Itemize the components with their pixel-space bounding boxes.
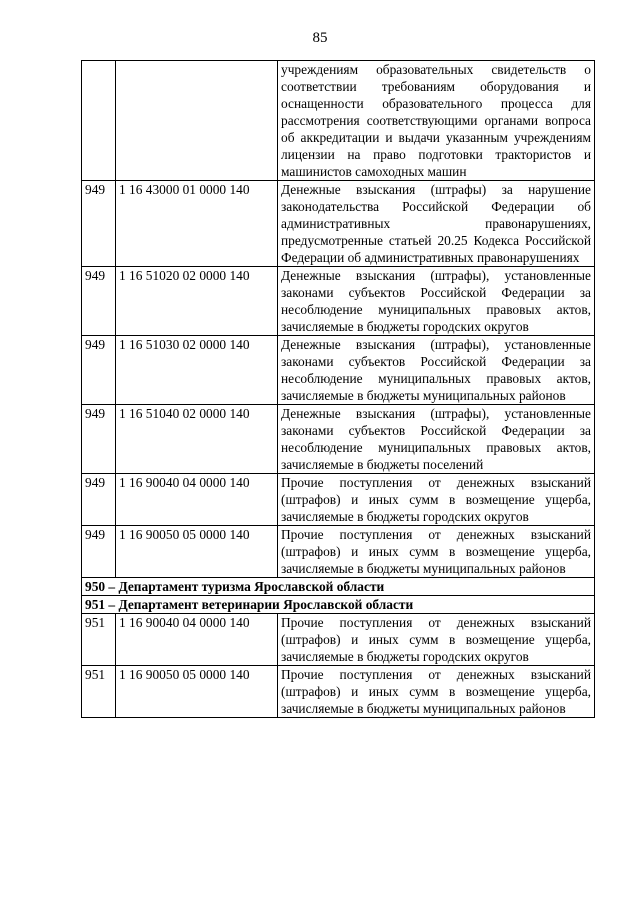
revenue-code-cell: 1 16 43000 01 0000 140 xyxy=(116,181,278,267)
revenue-code-cell: 1 16 90050 05 0000 140 xyxy=(116,526,278,578)
revenue-code-cell: 1 16 51040 02 0000 140 xyxy=(116,405,278,474)
revenue-codes-table xyxy=(81,60,595,718)
revenue-description-cell: Прочие поступления от денежных взысканий (штрафов) и иных сумм в возмещение ущерба, зачисляемые в бюджеты муниципальных районов xyxy=(278,526,595,578)
table-row xyxy=(82,526,595,578)
revenue-description-cell: Денежные взыскания (штрафы) за нарушение законодательства Российской Федерации об административных правонарушениях, предусмотренные статьей 20.25 Кодекса Российской Федерации об административных правонарушениях xyxy=(278,181,595,267)
table-row xyxy=(82,336,595,405)
admin-code-cell: 949 xyxy=(82,526,116,578)
admin-code-cell: 951 xyxy=(82,614,116,666)
revenue-description-cell: Прочие поступления от денежных взысканий (штрафов) и иных сумм в возмещение ущерба, зачисляемые в бюджеты городских округов xyxy=(278,474,595,526)
admin-code-cell: 949 xyxy=(82,181,116,267)
revenue-code-cell: 1 16 51030 02 0000 140 xyxy=(116,336,278,405)
department-title: 951 – Департамент ветеринарии Ярославской области xyxy=(82,596,595,614)
table-body xyxy=(82,61,595,718)
revenue-description-cell: Денежные взыскания (штрафы), установленные законами субъектов Российской Федерации за несоблюдение муниципальных правовых актов, зачисляемые в бюджеты муниципальных районов xyxy=(278,336,595,405)
admin-code-cell xyxy=(82,61,116,181)
department-header-row xyxy=(82,596,595,614)
table-row xyxy=(82,405,595,474)
revenue-description-cell: Прочие поступления от денежных взысканий (штрафов) и иных сумм в возмещение ущерба, зачисляемые в бюджеты городских округов xyxy=(278,614,595,666)
page-number: 85 xyxy=(312,30,328,46)
admin-code-cell: 949 xyxy=(82,474,116,526)
table-row xyxy=(82,474,595,526)
table-row xyxy=(82,267,595,336)
revenue-code-cell: 1 16 51020 02 0000 140 xyxy=(116,267,278,336)
admin-code-cell: 949 xyxy=(82,405,116,474)
table-row xyxy=(82,181,595,267)
table-row xyxy=(82,61,595,181)
revenue-description-cell: Прочие поступления от денежных взысканий (штрафов) и иных сумм в возмещение ущерба, зачисляемые в бюджеты муниципальных районов xyxy=(278,666,595,718)
department-title: 950 – Департамент туризма Ярославской области xyxy=(82,578,595,596)
revenue-code-cell: 1 16 90040 04 0000 140 xyxy=(116,614,278,666)
department-header-row xyxy=(82,578,595,596)
revenue-code-cell: 1 16 90050 05 0000 140 xyxy=(116,666,278,718)
revenue-description-cell: Денежные взыскания (штрафы), установленные законами субъектов Российской Федерации за несоблюдение муниципальных правовых актов, зачисляемые в бюджеты поселений xyxy=(278,405,595,474)
table-row xyxy=(82,666,595,718)
table-row xyxy=(82,614,595,666)
admin-code-cell: 949 xyxy=(82,336,116,405)
revenue-description-cell: учреждениям образовательных свидетельств о соответствии требованиям оборудования и оснащенности образовательного процесса для рассмотрения соответствующими органами вопроса об аккредитации и выдачи указанным учреждениям лицензии на право подготовки трактористов и машинистов самоходных машин xyxy=(278,61,595,181)
revenue-code-cell xyxy=(116,61,278,181)
admin-code-cell: 949 xyxy=(82,267,116,336)
revenue-description-cell: Денежные взыскания (штрафы), установленные законами субъектов Российской Федерации за несоблюдение муниципальных правовых актов, зачисляемые в бюджеты городских округов xyxy=(278,267,595,336)
revenue-code-cell: 1 16 90040 04 0000 140 xyxy=(116,474,278,526)
admin-code-cell: 951 xyxy=(82,666,116,718)
